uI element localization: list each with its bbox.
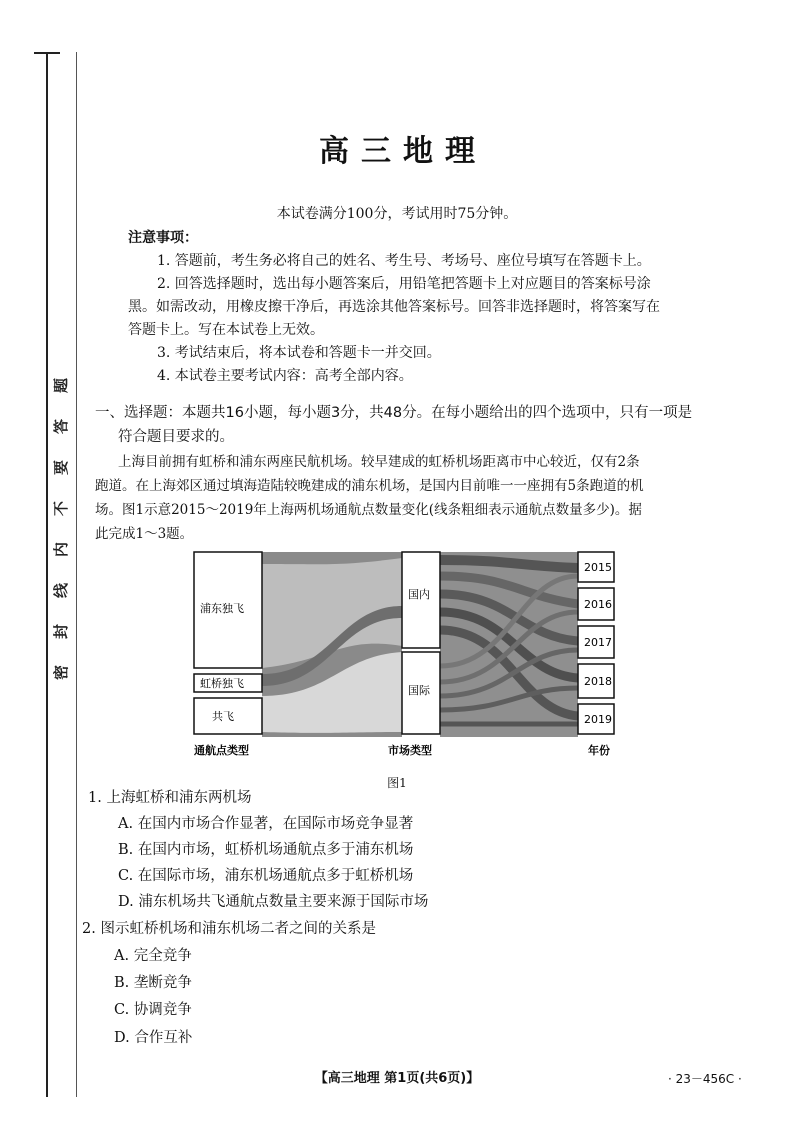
exam-title: 高三地理: [319, 134, 487, 169]
year-label: 2018: [584, 675, 612, 688]
year-label: 2016: [584, 598, 612, 611]
notice-item-cont: 答题卡上。写在本试卷上无效。: [128, 322, 324, 338]
seal-char: 内: [52, 541, 71, 558]
node-label: 国际: [408, 684, 430, 697]
node-label: 浦东独飞: [200, 602, 244, 615]
exam-subtitle: 本试卷满分100分，考试用时75分钟。: [276, 206, 518, 222]
figure-sankey: [190, 546, 620, 768]
passage-line: 场。图1示意2015～2019年上海两机场通航点数量变化(线条粗细表示通航点数量多少)。据: [95, 502, 642, 518]
question-option: C. 协调竞争: [114, 1002, 192, 1018]
seal-char: 封: [52, 623, 71, 640]
notice-item: 2. 回答选择题时，选出每小题答案后，用铅笔把答题卡上对应题目的答案标号涂: [157, 276, 651, 292]
section-heading-cont: 符合题目要求的。: [118, 429, 234, 445]
notice-item: 1. 答题前，考生务必将自己的姓名、考生号、考场号、座位号填写在答题卡上。: [157, 253, 651, 269]
seal-char: 答: [52, 418, 71, 435]
figure-caption: 图1: [387, 776, 407, 790]
seal-warning: [50, 378, 74, 680]
question-option: A. 在国内市场合作显著，在国际市场竞争显著: [118, 816, 414, 832]
page-footer: 【高三地理 第1页(共6页)】: [314, 1071, 480, 1086]
axis-label: 年份: [588, 744, 610, 757]
passage-line: 此完成1～3题。: [95, 526, 194, 542]
seal-char: 线: [52, 582, 71, 599]
passage-line: 上海目前拥有虹桥和浦东两座民航机场。较早建成的虹桥机场距离市中心较近，仅有2条: [118, 454, 640, 470]
question-stem: 1. 上海虹桥和浦东两机场: [88, 790, 252, 806]
notice-heading: 注意事项：: [128, 230, 198, 246]
seal-char: 题: [52, 377, 71, 394]
question-option: C. 在国际市场，浦东机场通航点多于虹桥机场: [118, 868, 414, 884]
seal-char: 密: [52, 664, 71, 681]
node-label: 国内: [408, 588, 430, 601]
question-option: D. 合作互补: [114, 1030, 193, 1046]
year-label: 2019: [584, 713, 612, 726]
question-option: D. 浦东机场共飞通航点数量主要来源于国际市场: [118, 894, 429, 910]
question-option: B. 垄断竞争: [114, 975, 192, 991]
axis-label: 市场类型: [388, 744, 432, 757]
notice-item: 4. 本试卷主要考试内容：高考全部内容。: [157, 368, 413, 384]
node-label: 共飞: [212, 710, 234, 723]
year-label: 2015: [584, 561, 612, 574]
seal-char: 要: [52, 459, 71, 476]
year-label: 2017: [584, 636, 612, 649]
passage-line: 跑道。在上海郊区通过填海造陆较晚建成的浦东机场，是国内目前唯一一座拥有5条跑道的机: [95, 478, 644, 494]
exam-code: · 23－456C ·: [668, 1072, 742, 1086]
seal-char: 不: [52, 500, 71, 517]
section-heading: 一、选择题：本题共16小题，每小题3分，共48分。在每小题给出的四个选项中，只有一项是: [95, 405, 693, 421]
question-option: A. 完全竞争: [114, 948, 192, 964]
question-option: B. 在国内市场，虹桥机场通航点多于浦东机场: [118, 842, 414, 858]
question-stem: 2. 图示虹桥机场和浦东机场二者之间的关系是: [82, 921, 376, 937]
node-label: 虹桥独飞: [200, 677, 244, 690]
axis-label: 通航点类型: [194, 744, 249, 757]
notice-item: 3. 考试结束后，将本试卷和答题卡一并交回。: [157, 345, 441, 361]
notice-item-cont: 黑。如需改动，用橡皮擦干净后，再选涂其他答案标号。回答非选择题时，将答案写在: [128, 299, 660, 315]
